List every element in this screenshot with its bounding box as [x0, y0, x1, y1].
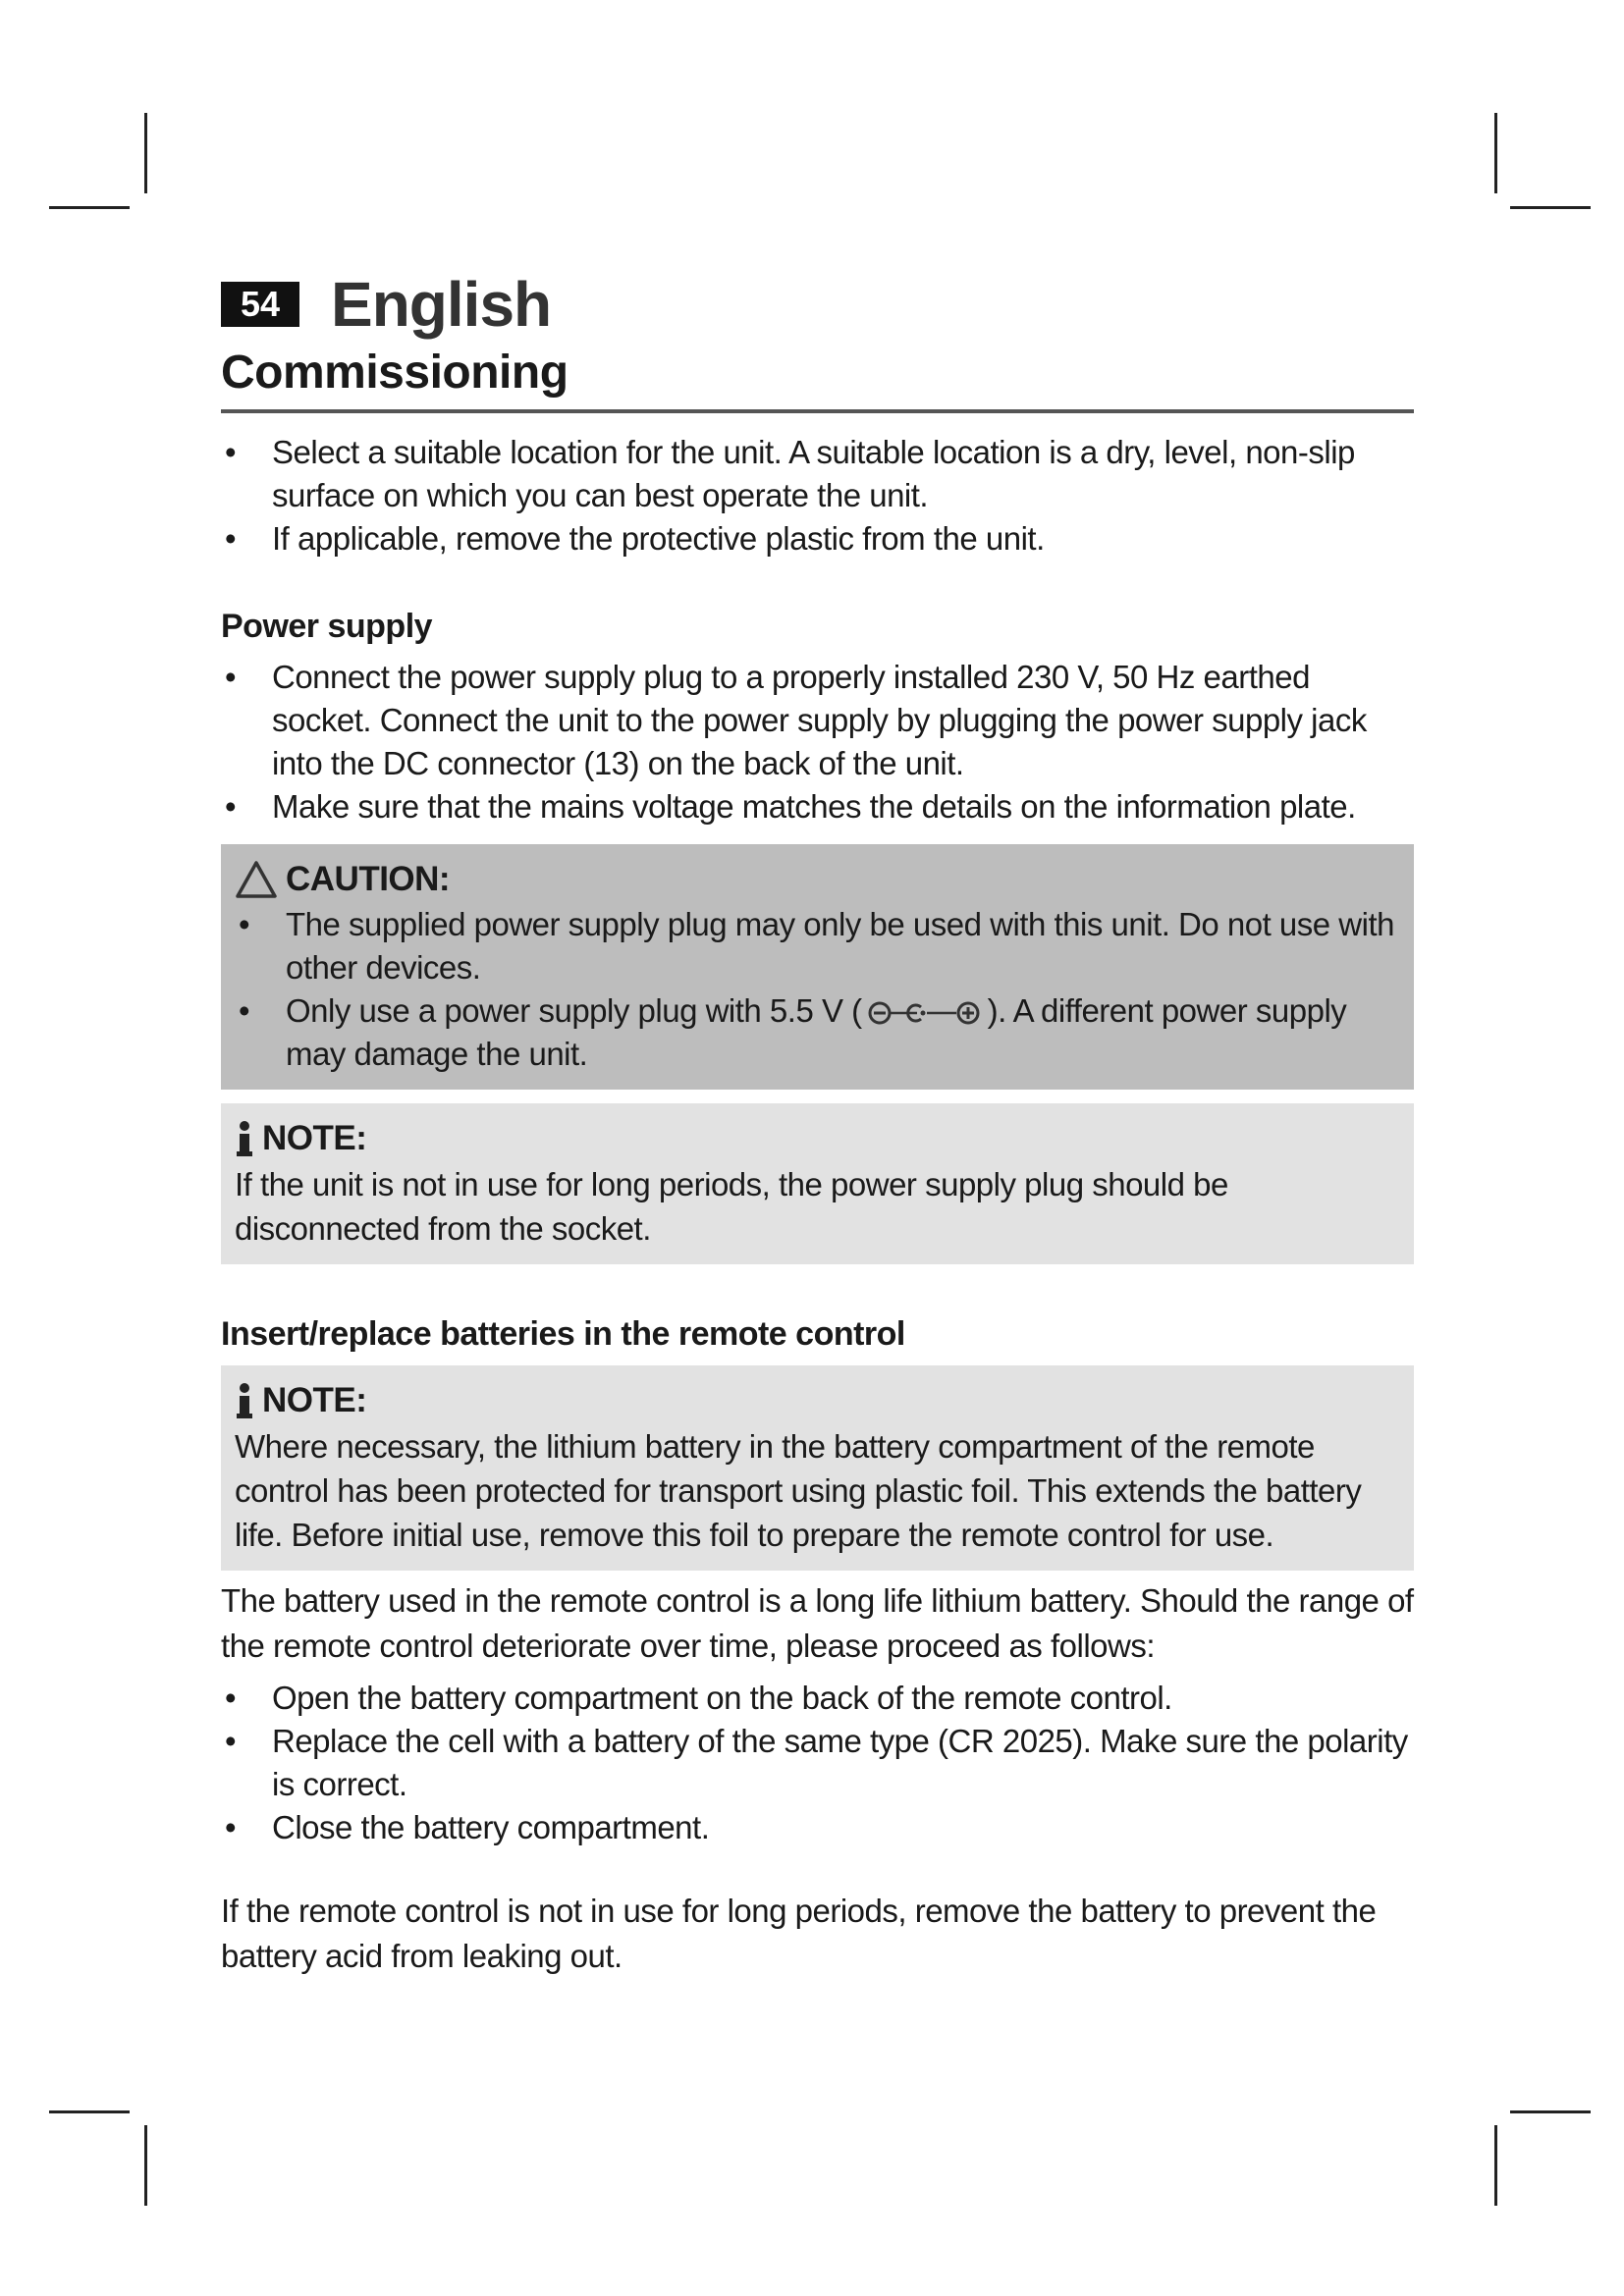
bullet-icon: •: [225, 659, 237, 695]
crop-mark: [144, 2125, 147, 2206]
crop-mark: [1510, 2110, 1591, 2113]
bullet-icon: •: [225, 788, 237, 825]
batteries-list: [221, 1677, 1414, 1849]
list-item-text: Make sure that the mains voltage matches the details on the information plate.: [272, 788, 1356, 825]
note-text: If the unit is not in use for long periods, the power supply plug should be disconnected from the socket.: [235, 1166, 1228, 1247]
caution-title-text: CAUTION:: [286, 860, 451, 898]
note-title-text: NOTE:: [262, 1119, 367, 1157]
list-item: [221, 785, 1414, 828]
list-item-text: Only use a power supply plug with 5.5 V (: [286, 992, 862, 1029]
bullet-icon: •: [225, 1723, 237, 1759]
batteries-intro: The battery used in the remote control is a long life lithium battery. Should the range of the remote control deteriorate over time, please proceed as follows:: [221, 1582, 1414, 1664]
note-box: [221, 1103, 1414, 1264]
list-item-text: Close the battery compartment.: [272, 1809, 710, 1845]
page-number: 54: [221, 282, 299, 327]
list-item: [221, 656, 1414, 785]
warning-triangle-icon: [235, 860, 278, 899]
list-item: [235, 903, 1400, 989]
list-item-text: ). A different power supply may damage the unit.: [286, 992, 1347, 1072]
crop-mark: [144, 113, 147, 193]
note-title-text: NOTE:: [262, 1381, 367, 1419]
crop-mark: [1494, 2125, 1497, 2206]
bullet-icon: •: [225, 1680, 237, 1716]
bullet-icon: •: [239, 992, 250, 1029]
list-item-text: Select a suitable location for the unit. A suitable location is a dry, level, non-slip surface on which you can best operate the unit.: [272, 434, 1355, 513]
language-title: English: [331, 269, 552, 340]
batteries-closing: If the remote control is not in use for long periods, remove the battery to prevent the battery acid from leaking out.: [221, 1893, 1377, 1974]
polarity-symbol-icon: [866, 998, 984, 1028]
list-item-text: Connect the power supply plug to a properly installed 230 V, 50 Hz earthed socket. Connect the unit to the power supply by plugging the power supply jack into the DC connector (13) on the back of the unit.: [272, 659, 1367, 781]
note-text: Where necessary, the lithium battery in the battery compartment of the remote control has been protected for transport using plastic foil. This extends the battery life. Before initial use, remove this foil to prepare the remote control for use.: [235, 1428, 1362, 1553]
page-header: [221, 265, 1414, 344]
info-icon: [235, 1382, 254, 1419]
crop-mark: [1494, 113, 1497, 193]
list-item: [221, 1677, 1414, 1720]
batteries-heading: Insert/replace batteries in the remote control: [221, 1315, 905, 1353]
list-item-text: Open the battery compartment on the back of the remote control.: [272, 1680, 1172, 1716]
caution-box: [221, 844, 1414, 1090]
section-title: Commissioning: [221, 347, 568, 399]
list-item-text: If applicable, remove the protective plastic from the unit.: [272, 520, 1045, 557]
power-supply-heading: Power supply: [221, 608, 433, 645]
list-item-text: Replace the cell with a battery of the same type (CR 2025). Make sure the polarity is correct.: [272, 1723, 1408, 1802]
list-item: [221, 517, 1414, 561]
list-item: [221, 431, 1414, 517]
list-item: [221, 1806, 1414, 1849]
crop-mark: [49, 206, 130, 209]
bullet-icon: •: [225, 1809, 237, 1845]
crop-mark: [49, 2110, 130, 2113]
note-title: [235, 1377, 1400, 1424]
commissioning-list: [221, 431, 1414, 561]
info-icon: [235, 1120, 254, 1157]
divider: [221, 409, 1414, 413]
bullet-icon: •: [225, 520, 237, 557]
caution-list: [235, 903, 1400, 1076]
list-item: [221, 1720, 1414, 1806]
power-supply-list: [221, 656, 1414, 828]
crop-mark: [1510, 206, 1591, 209]
note-title: [235, 1115, 1400, 1162]
caution-title: [235, 856, 1400, 903]
bullet-icon: •: [239, 906, 250, 942]
bullet-icon: •: [225, 434, 237, 470]
list-item: [235, 989, 1400, 1076]
page-content: [221, 265, 1414, 1979]
note-box: [221, 1365, 1414, 1571]
list-item-text: The supplied power supply plug may only be used with this unit. Do not use with other devices.: [286, 906, 1394, 986]
